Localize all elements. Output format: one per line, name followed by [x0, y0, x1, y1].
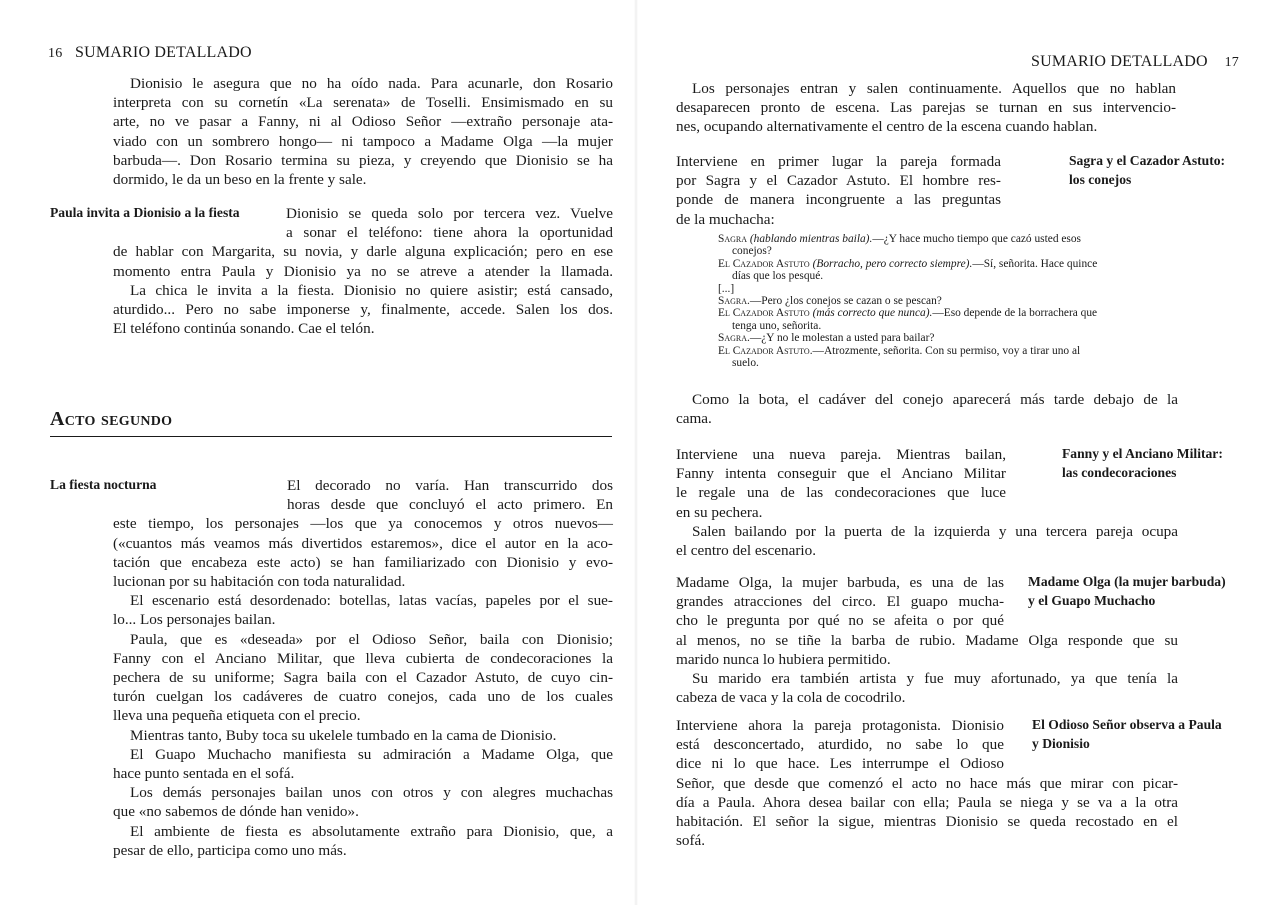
text-line: arte, no ve pasar a Fanny, ni al Odioso Señor —extraño personaje ata-: [113, 113, 613, 131]
speaker-name: Sagra: [718, 295, 748, 308]
text-line: pesar de ello, participa como uno más.: [113, 841, 347, 859]
text-line: Dionisio se queda solo por tercera vez. Vuelve: [286, 205, 613, 222]
right-page: [636, 0, 1280, 905]
right-page-number: 17: [1224, 55, 1239, 70]
text-line: de hablar con Margarita, su novia, y darle alguna explicación; pero en ese: [113, 243, 613, 261]
text-line: dormido, le da un beso en la frente y sale.: [113, 171, 367, 189]
text-line: le regale una de las condecoraciones que luce: [676, 484, 1006, 502]
text-line: momento entra Paula y Dionisio ya no se atreve a atender la llamada.: [113, 262, 613, 280]
paragraph-odioso: [676, 716, 1004, 774]
side-heading-olga: [1028, 573, 1226, 610]
side-heading-line: Madame Olga (la mujer barbuda): [1028, 574, 1226, 589]
side-heading-fanny: [1062, 445, 1223, 482]
text-line: sofá.: [676, 832, 706, 850]
text-line: Interviene una nueva pareja. Mientras bailan,: [676, 446, 1006, 463]
dialogue-line: [718, 233, 1178, 245]
side-heading-fiesta-nocturna: La fiesta nocturna: [50, 477, 157, 492]
side-heading-line: y el Guapo Muchacho: [1028, 592, 1156, 608]
text-line: Señor, que desde que comenzó el acto no hace más que mirar con picar-: [676, 774, 1178, 792]
text-line: hace punto sentada en el sofá.: [113, 765, 295, 783]
text-line: tación que encabeza este acto) se han familiarizado con Dionisio y evo-: [113, 553, 613, 571]
paragraph-sagra: [676, 152, 1001, 229]
dialogue-text: .—Pero ¿los conejos se cazan o se pescan?: [747, 295, 942, 308]
right-page-header: [1031, 53, 1239, 71]
side-heading-line: y Dionisio: [1032, 735, 1090, 751]
paragraph-olga-cont: [676, 631, 1178, 708]
side-heading-line: Sagra y el Cazador Astuto:: [1069, 153, 1226, 168]
paragraph-fanny-salen: [676, 522, 1178, 560]
text-line: a sonar el teléfono: tiene ahora la oportunidad: [286, 224, 613, 242]
dialogue-continuation: suelo.: [732, 357, 759, 370]
side-heading-odioso: [1032, 716, 1222, 753]
stage-direction: (Borracho, pero correcto siempre).: [812, 257, 973, 270]
paragraph-fanny: [676, 445, 1006, 522]
speaker-name: El Cazador Astuto: [718, 344, 810, 357]
text-line: por Sagra y el Cazador Astuto. El hombre res-: [676, 172, 1001, 190]
text-line: Como la bota, el cadáver del conejo aparecerá más tarde debajo de la: [692, 391, 1178, 408]
text-line: día a Paula. Ahora desea bailar con ella; Paula se niega y se va a la otra: [676, 793, 1178, 811]
text-line: El escenario está desordenado: botellas, latas vacías, papeles por el sue-: [130, 592, 613, 610]
speaker-name: Sagra: [718, 332, 748, 345]
paragraph-olga: [676, 573, 1004, 631]
side-heading-line: las condecoraciones: [1062, 464, 1177, 480]
side-heading-line: Fanny y el Anciano Militar:: [1062, 446, 1223, 461]
paragraph-como-la-bota: [676, 390, 1178, 428]
text-line: desaparecen pronto de escena. Las parejas se turnan en sus intervencio-: [676, 99, 1176, 117]
dialogue-line: [718, 332, 1178, 344]
side-heading-line: los conejos: [1069, 171, 1132, 187]
text-line: Dionisio le asegura que no ha oído nada. Para acunarle, don Rosario: [130, 75, 613, 92]
text-line: Mientras tanto, Buby toca su ukelele tumbado en la cama de Dionisio.: [130, 726, 557, 744]
text-line: grandes atracciones del circo. El guapo mucha-: [676, 593, 1004, 611]
dialogue-continuation: conejos?: [732, 245, 772, 258]
text-line: nes, ocupando alternativamente el centro de la escena cuando hablan.: [676, 118, 1098, 136]
dialogue-ellipsis: [...]: [718, 282, 735, 295]
dialogue-text: —Sí, señorita. Hace quince: [972, 257, 1098, 270]
left-running-title: SUMARIO DETALLADO: [75, 44, 252, 61]
speaker-name: Sagra: [718, 233, 748, 245]
text-line: de la muchacha:: [676, 210, 775, 228]
text-line: en su pechera.: [676, 503, 763, 521]
text-line: Salen bailando por la puerta de la izquierda y una tercera pareja ocupa: [692, 523, 1178, 540]
text-line: lo... Los personajes bailan.: [113, 611, 276, 629]
stage-direction: (hablando mientras baila).: [749, 233, 873, 245]
dialogue-text: —Eso depende de la borrachera que: [932, 307, 1098, 320]
text-line: este tiempo, los personajes —los que ya conocemos y otros nuevos—: [113, 515, 613, 533]
text-line: El teléfono continúa sonando. Cae el telón.: [113, 320, 375, 338]
text-line: turón cuelgan los cadáveres de cuatro conejos, cada uno de los cuales: [113, 688, 613, 706]
left-page-number: 16: [48, 46, 63, 61]
dialogue-continuation: tenga uno, señorita.: [732, 319, 822, 332]
dialogue-line: [718, 258, 1178, 270]
text-line: Los demás personajes bailan unos con otros y con alegres muchachas: [130, 784, 613, 802]
speaker-name: El Cazador Astuto: [718, 307, 810, 320]
text-line: está desconcertado, aturdido, no sabe lo que: [676, 736, 1004, 754]
text-line: cabeza de vaca y la cola de cocodrilo.: [676, 689, 906, 707]
dialogue-text: .—¿Y no le molestan a usted para bailar?: [747, 332, 935, 345]
dialogue-continuation: días que los pesqué.: [732, 270, 824, 283]
text-line: El decorado no varía. Han transcurrido dos: [287, 477, 613, 494]
text-line: pechera de su uniforme; Sagra baila con el Cazador Astuto, de cuyo cin-: [113, 669, 613, 687]
dialogue-line: [718, 345, 1178, 357]
dialogue-excerpt: [718, 233, 1178, 369]
text-line: lucionan por su habitación con toda naturalidad.: [113, 573, 406, 591]
text-line: Interviene ahora la pareja protagonista. Dionisio: [676, 717, 1004, 734]
text-line: dice ni lo que hace. Les interrumpe el Odioso: [676, 755, 1004, 773]
text-line: Fanny con el Anciano Militar, que lleva cubierta de condecoraciones la: [113, 649, 613, 667]
side-heading-line: El Odioso Señor observa a Paula: [1032, 717, 1222, 732]
text-line: El ambiente de fiesta es absolutamente extraño para Dionisio, que, a: [130, 822, 613, 840]
right-running-title: SUMARIO DETALLADO: [1031, 53, 1208, 70]
text-line: Interviene en primer lugar la pareja formada: [676, 153, 1001, 170]
paragraph-odioso-cont: [676, 774, 1178, 851]
text-line: La chica le invita a la fiesta. Dionisio no quiere asistir; está cansado,: [130, 281, 613, 299]
dialogue-line: [718, 295, 1178, 307]
left-page: [0, 0, 636, 905]
text-line: («cuantos más veamos más divertidos estaremos», dice el autor en la aco-: [113, 534, 613, 552]
paragraph-fiesta-nocturna: [113, 476, 613, 860]
text-line: barbuda—. Don Rosario termina su pieza, y creyendo que Dionisio se ha: [113, 151, 613, 169]
side-heading-sagra: [1069, 152, 1225, 189]
text-line: cama.: [676, 410, 712, 428]
text-line: el centro del escenario.: [676, 542, 816, 560]
left-page-header: [48, 44, 252, 62]
text-line: aturdido... Pero no sabe imponerse y, finalmente, accede. Salen los dos.: [113, 301, 613, 319]
text-line: viado con un sombrero hongo— ni tampoco a Madame Olga —la mujer: [113, 132, 613, 150]
text-line: que «no sabemos de dónde han venido».: [113, 803, 359, 821]
text-line: habitación. El señor la sigue, mientras Dionisio se queda recostado en el: [676, 813, 1178, 830]
paragraph-paula-invita: [113, 204, 613, 338]
speaker-name: El Cazador Astuto: [718, 257, 810, 270]
dialogue-text: .—Atrozmente, señorita. Con su permiso, voy a tirar uno al: [809, 344, 1081, 357]
text-line: Paula, que es «deseada» por el Odioso Señor, baila con Dionisio;: [130, 630, 613, 648]
text-line: Fanny intenta conseguir que el Anciano Militar: [676, 465, 1006, 483]
dialogue-line: [718, 307, 1178, 319]
paragraph-dionisio-acunar: [113, 74, 613, 189]
text-line: Su marido era también artista y fue muy afortunado, ya que tenía la: [692, 670, 1178, 687]
text-line: al menos, no se tiñe la barba de rubio. Madame Olga responde que su: [676, 631, 1178, 649]
text-line: Los personajes entran y salen continuamente. Aquellos que no hablan: [692, 80, 1176, 97]
paragraph-intro: [676, 79, 1176, 137]
text-line: ponde de manera incongruente a las preguntas: [676, 191, 1001, 209]
side-heading-paula-invita: Paula invita a Dionisio a la fiesta: [50, 205, 240, 220]
act-heading-rule: [50, 436, 612, 437]
text-line: El Guapo Muchacho manifiesta su admiración a Madame Olga, que: [130, 745, 613, 763]
text-line: lleva una pequeña etiqueta con el precio.: [113, 707, 361, 725]
text-line: Madame Olga, la mujer barbuda, es una de las: [676, 574, 1004, 591]
act-heading: Acto segundo: [50, 408, 173, 430]
text-line: horas desde que concluyó el acto primero. En: [287, 496, 613, 514]
text-line: cho le pregunta por qué no se afeita o por qué: [676, 612, 1004, 630]
dialogue-text: —¿Y hace mucho tiempo que cazó usted esos: [872, 233, 1081, 245]
text-line: marido nunca lo hubiera permitido.: [676, 650, 891, 668]
text-line: interpreta con su cornetín «La serenata» de Toselli. Ensimismado en su: [113, 94, 613, 112]
stage-direction: (más correcto que nunca).: [812, 307, 933, 320]
